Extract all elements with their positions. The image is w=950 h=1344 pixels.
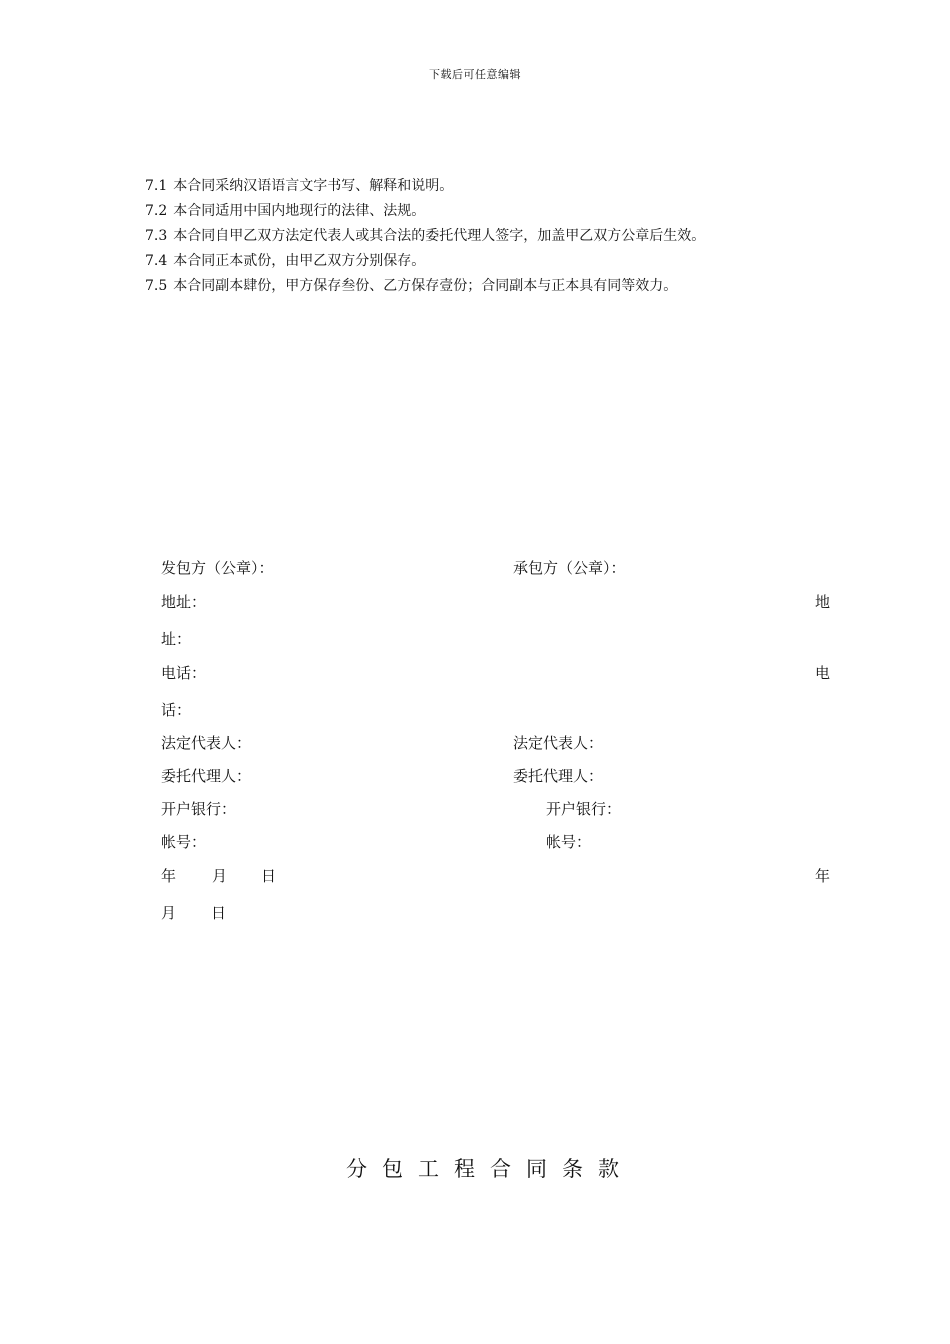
clause-number: 7.2 [145,203,168,219]
party-a-label: 发包方（公章）： [161,559,274,577]
contract-title: 分包工程合同条款 [346,1157,634,1181]
clause-text: 本合同正本贰份，由甲乙双方分别保存。 [173,253,426,269]
clause-7-3 [145,224,845,249]
clause-7-2 [145,199,845,224]
clause-7-5 [145,274,845,299]
page-header-note: 下载后可任意编辑 [429,68,521,81]
clause-7-4 [145,249,845,274]
phone-right-label-part1: 电 [815,664,831,682]
account-right-label: 帐号： [546,833,592,851]
phone-left-label: 电话： [161,664,207,682]
address-left-label: 地址： [161,593,207,611]
clause-number: 7.5 [145,278,168,294]
party-b-label: 承包方（公章）： [513,559,626,577]
clause-text: 本合同自甲乙双方法定代表人或其合法的委托代理人签字，加盖甲乙双方公章后生效。 [173,228,706,244]
account-left-label: 帐号： [161,833,207,851]
clause-7-1 [145,174,845,199]
date-left-day: 日 [261,867,277,885]
contract-clauses [145,174,845,299]
clause-text: 本合同副本肆份，甲方保存叁份、乙方保存壹份；合同副本与正本具有同等效力。 [173,278,678,294]
bank-right-label: 开户银行： [546,800,622,818]
date-left-year: 年 [161,867,177,885]
clause-number: 7.1 [145,178,168,194]
clause-text: 本合同适用中国内地现行的法律、法规。 [173,203,426,219]
date-right-year: 年 [815,867,831,885]
bank-left-label: 开户银行： [161,800,237,818]
agent-left-label: 委托代理人： [161,767,252,785]
date-right-day: 日 [211,904,227,922]
legal-rep-right-label: 法定代表人： [513,734,604,752]
address-right-label-part1: 地 [815,593,831,611]
date-left-month: 月 [212,867,228,885]
clause-number: 7.3 [145,228,168,244]
date-right-month: 月 [161,904,177,922]
agent-right-label: 委托代理人： [513,767,604,785]
phone-right-label-part2: 话： [161,701,192,719]
address-right-label-part2: 址： [161,630,192,648]
clause-text: 本合同采纳汉语语言文字书写、解释和说明。 [173,178,454,194]
clause-number: 7.4 [145,253,168,269]
legal-rep-left-label: 法定代表人： [161,734,252,752]
